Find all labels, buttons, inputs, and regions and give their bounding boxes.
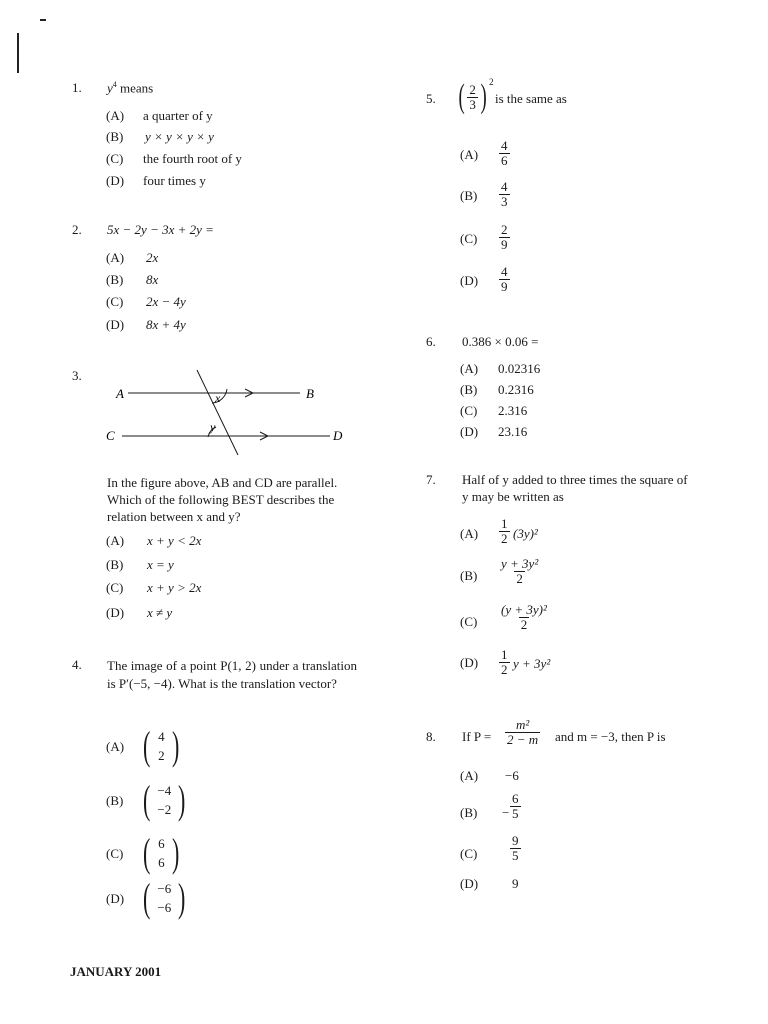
scan-mark: [17, 33, 19, 73]
option-label: (D): [106, 891, 125, 906]
fraction: $\frac{2}{9}$: [501, 222, 508, 252]
option-label: (C): [460, 846, 478, 861]
option-label: (D): [460, 876, 479, 891]
option-label: (A): [106, 533, 125, 548]
option-text: 8x + 4y: [146, 317, 186, 332]
question-stem: $y^4$ means: [107, 80, 154, 96]
figure-label-D: D: [333, 428, 343, 443]
fraction: $\frac{\text{(y + 3y)²}}{2}$: [501, 602, 547, 632]
option-label: (B): [460, 188, 478, 203]
question-stem: and m = −3, then P is: [555, 729, 666, 744]
question-number: 1.: [72, 80, 82, 95]
option-label: (A): [460, 361, 479, 376]
scan-mark: [40, 19, 46, 21]
option-text: y × y × y × y: [145, 129, 214, 144]
fraction: $\frac{6}{5}$: [512, 791, 519, 821]
option-label: (D): [106, 173, 125, 188]
option-label: (C): [460, 231, 478, 246]
figure-label-B: B: [306, 386, 314, 401]
question-stem: If P =: [462, 729, 492, 744]
option-text: four times y: [143, 173, 206, 188]
option-label: (B): [106, 129, 124, 144]
figure-label-A: A: [116, 386, 124, 401]
option-label: (A): [106, 108, 125, 123]
option-text: 2.316: [498, 403, 528, 418]
option-label: (D): [460, 655, 479, 670]
option-label: (B): [106, 557, 124, 572]
question-stem: is the same as: [495, 91, 567, 106]
fraction: $\frac{1}{2}$: [501, 647, 508, 677]
option-label: (B): [106, 272, 124, 287]
option-label: (B): [460, 568, 478, 583]
option-text: 2x: [146, 250, 159, 265]
column-vector: ( −4 −2 ): [142, 777, 186, 822]
option-text: 8x: [146, 272, 159, 287]
fraction-power: ( $\frac{2}{3}$ ) 2: [458, 77, 494, 115]
option-label: (B): [460, 805, 478, 820]
option-text: −: [502, 805, 510, 820]
question-number: 2.: [72, 222, 82, 237]
fraction: $\frac{\text{m²}}{2 - m}$: [507, 717, 539, 747]
figure-angle-x: x: [215, 391, 221, 405]
option-label: (A): [460, 526, 479, 541]
figure-label-C: C: [106, 428, 115, 443]
question-number: 4.: [72, 657, 82, 672]
option-text: 9: [512, 876, 519, 891]
option-label: (C): [460, 614, 478, 629]
question-number: 6.: [426, 334, 436, 349]
question-number: 5.: [426, 91, 436, 106]
option-label: (B): [460, 382, 478, 397]
option-text: x ≠ y: [147, 605, 173, 620]
option-label: (A): [106, 739, 125, 754]
question-stem: In the figure above, AB and CD are parallel. Which of the following BEST describes the relation between x and y?: [107, 475, 338, 524]
option-text: x + y < 2x: [147, 533, 202, 548]
question-number: 3.: [72, 368, 82, 383]
option-text: 0.2316: [498, 382, 534, 397]
fraction: $\frac{4}{6}$: [501, 138, 508, 168]
option-label: (A): [460, 147, 479, 162]
option-label: (D): [460, 273, 479, 288]
option-label: (C): [106, 580, 124, 595]
option-label: (D): [106, 317, 125, 332]
question-stem: Half of y added to three times the square of: [462, 472, 688, 487]
option-text: x + y > 2x: [147, 580, 202, 595]
option-label: (D): [460, 424, 479, 439]
option-text: (3y)²: [513, 526, 538, 541]
parallel-lines-figure: [100, 365, 360, 460]
fraction: $\frac{1}{2}$: [501, 516, 508, 546]
option-label: (B): [106, 793, 124, 808]
fraction: $\frac{9}{5}$: [512, 833, 519, 863]
question-stem: The image of a point P(1, 2) under a translation is P′(−5, −4). What is the translation vector?: [107, 658, 357, 691]
question-number: 8.: [426, 729, 436, 744]
fraction: $\frac{4}{3}$: [501, 179, 508, 209]
option-label: (D): [106, 605, 125, 620]
question-stem: y may be written as: [462, 489, 564, 504]
option-label: (C): [106, 151, 124, 166]
question-stem: 5x − 2y − 3x + 2y =: [107, 222, 214, 237]
option-label: (C): [106, 294, 124, 309]
option-text: 23.16: [498, 424, 528, 439]
question-stem: 0.386 × 0.06 =: [462, 334, 539, 349]
option-label: (C): [460, 403, 478, 418]
option-label: (A): [460, 768, 479, 783]
option-text: the fourth root of y: [143, 151, 242, 166]
column-vector: ( 4 2 ): [142, 723, 180, 768]
question-number: 7.: [426, 472, 436, 487]
option-label: (A): [106, 250, 125, 265]
option-text: 2x − 4y: [146, 294, 186, 309]
option-text: a quarter of y: [143, 108, 213, 123]
figure-angle-y: y: [210, 420, 216, 434]
option-text: −6: [505, 768, 519, 783]
column-vector: ( 6 6 ): [142, 830, 180, 875]
fraction: $\frac{\text{y + 3y²}}{2}$: [501, 556, 539, 586]
option-text: y + 3y²: [513, 656, 551, 671]
column-vector: ( −6 −6 ): [142, 875, 186, 920]
fraction: $\frac{4}{9}$: [501, 264, 508, 294]
option-label: (C): [106, 846, 124, 861]
option-text: x = y: [147, 557, 174, 572]
exam-date-footer: JANUARY 2001: [70, 964, 162, 979]
option-text: 0.02316: [498, 361, 541, 376]
